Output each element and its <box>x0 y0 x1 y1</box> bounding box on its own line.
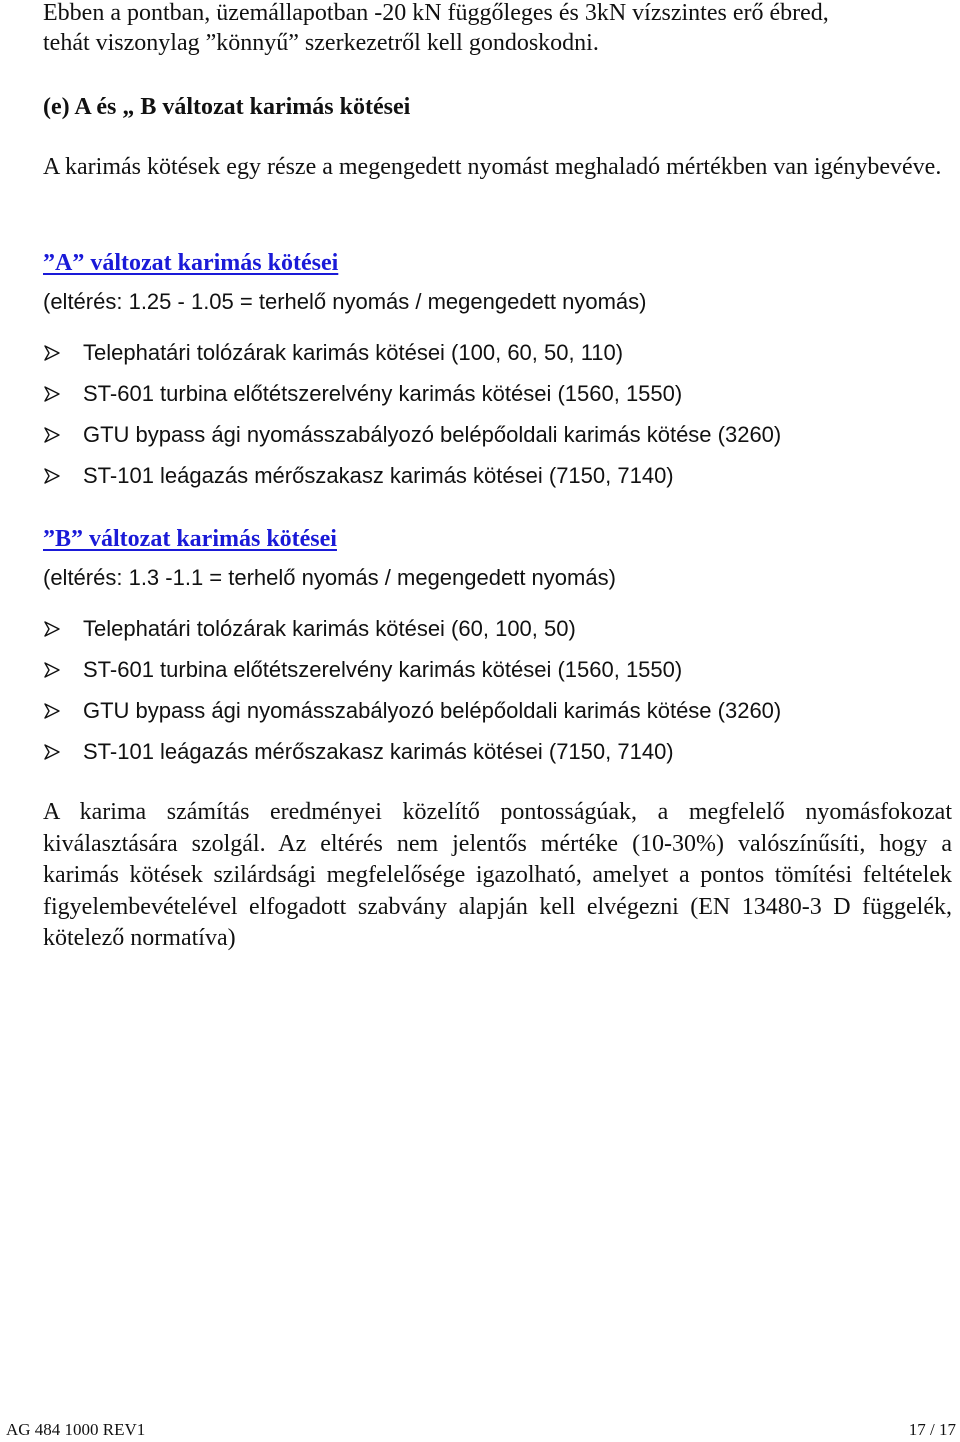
list-item <box>43 455 781 496</box>
arrowhead-bullet-icon <box>43 661 83 679</box>
variant-b-heading: ”B” változat karimás kötései <box>43 526 337 552</box>
variant-a-deviation: (eltérés: 1.25 - 1.05 = terhelő nyomás / megengedett nyomás) <box>43 289 647 314</box>
list-item-label: GTU bypass ági nyomásszabályozó belépőoldali karimás kötése (3260) <box>83 697 782 723</box>
arrowhead-bullet-icon <box>43 344 83 362</box>
list-item-label: ST-101 leágazás mérőszakasz karimás kötései (7150, 7140) <box>83 738 674 764</box>
list-item-label: ST-601 turbina előtétszerelvény karimás kötései (1560, 1550) <box>83 380 683 406</box>
list-item-label: ST-601 turbina előtétszerelvény karimás kötései (1560, 1550) <box>83 656 683 682</box>
arrowhead-bullet-icon <box>43 426 83 444</box>
list-item-label: GTU bypass ági nyomásszabályozó belépőoldali karimás kötése (3260) <box>83 421 782 447</box>
footer-doc-id: AG 484 1000 REV1 <box>6 1420 146 1439</box>
arrowhead-bullet-icon <box>43 385 83 403</box>
footer-page-number: 17 / 17 <box>908 1420 956 1439</box>
list-item <box>43 373 781 414</box>
list-item <box>43 414 781 455</box>
list-item <box>43 690 781 731</box>
list-item-label: Telephatári tolózárak karimás kötései (100, 60, 50, 110) <box>83 339 624 365</box>
list-item <box>43 649 781 690</box>
list-item-label: ST-101 leágazás mérőszakasz karimás kötései (7150, 7140) <box>83 462 674 488</box>
list-item <box>43 608 781 649</box>
variant-b-deviation: (eltérés: 1.3 -1.1 = terhelő nyomás / megengedett nyomás) <box>43 565 616 590</box>
conclusion-paragraph: A karima számítás eredményei közelítő pontosságúak, a megfelelő nyomásfokozat kiválasztására szolgál. Az eltérés nem jelentős mértéke (10-30%) valószínűsíti, hogy a karimás kötések szilárdsági megfelelősége igazolható, amelyet a pontos tömítési feltételek figyelembevételével elfogadott szabvány alapján kell elvégezni (EN 13480-3 D függelék, kötelező normatíva) <box>43 799 952 951</box>
intro-line-2: tehát viszonylag ”könnyű” szerkezetről kell gondoskodni. <box>43 30 599 56</box>
section-e-paragraph: A karimás kötések egy része a megengedett nyomást meghaladó mértékben van igénybevéve. <box>43 154 942 180</box>
variant-a-list <box>43 332 781 496</box>
arrowhead-bullet-icon <box>43 467 83 485</box>
variant-a-heading: ”A” változat karimás kötései <box>43 250 339 276</box>
section-e-heading: (e) A és „ B változat karimás kötései <box>43 94 411 120</box>
intro-line-1: Ebben a pontban, üzemállapotban -20 kN függőleges és 3kN vízszintes erő ébred, <box>43 0 829 26</box>
list-item-label: Telephatári tolózárak karimás kötései (60, 100, 50) <box>83 615 576 641</box>
arrowhead-bullet-icon <box>43 620 83 638</box>
list-item <box>43 731 781 772</box>
list-item <box>43 332 781 373</box>
arrowhead-bullet-icon <box>43 743 83 761</box>
variant-b-list <box>43 608 781 772</box>
arrowhead-bullet-icon <box>43 702 83 720</box>
